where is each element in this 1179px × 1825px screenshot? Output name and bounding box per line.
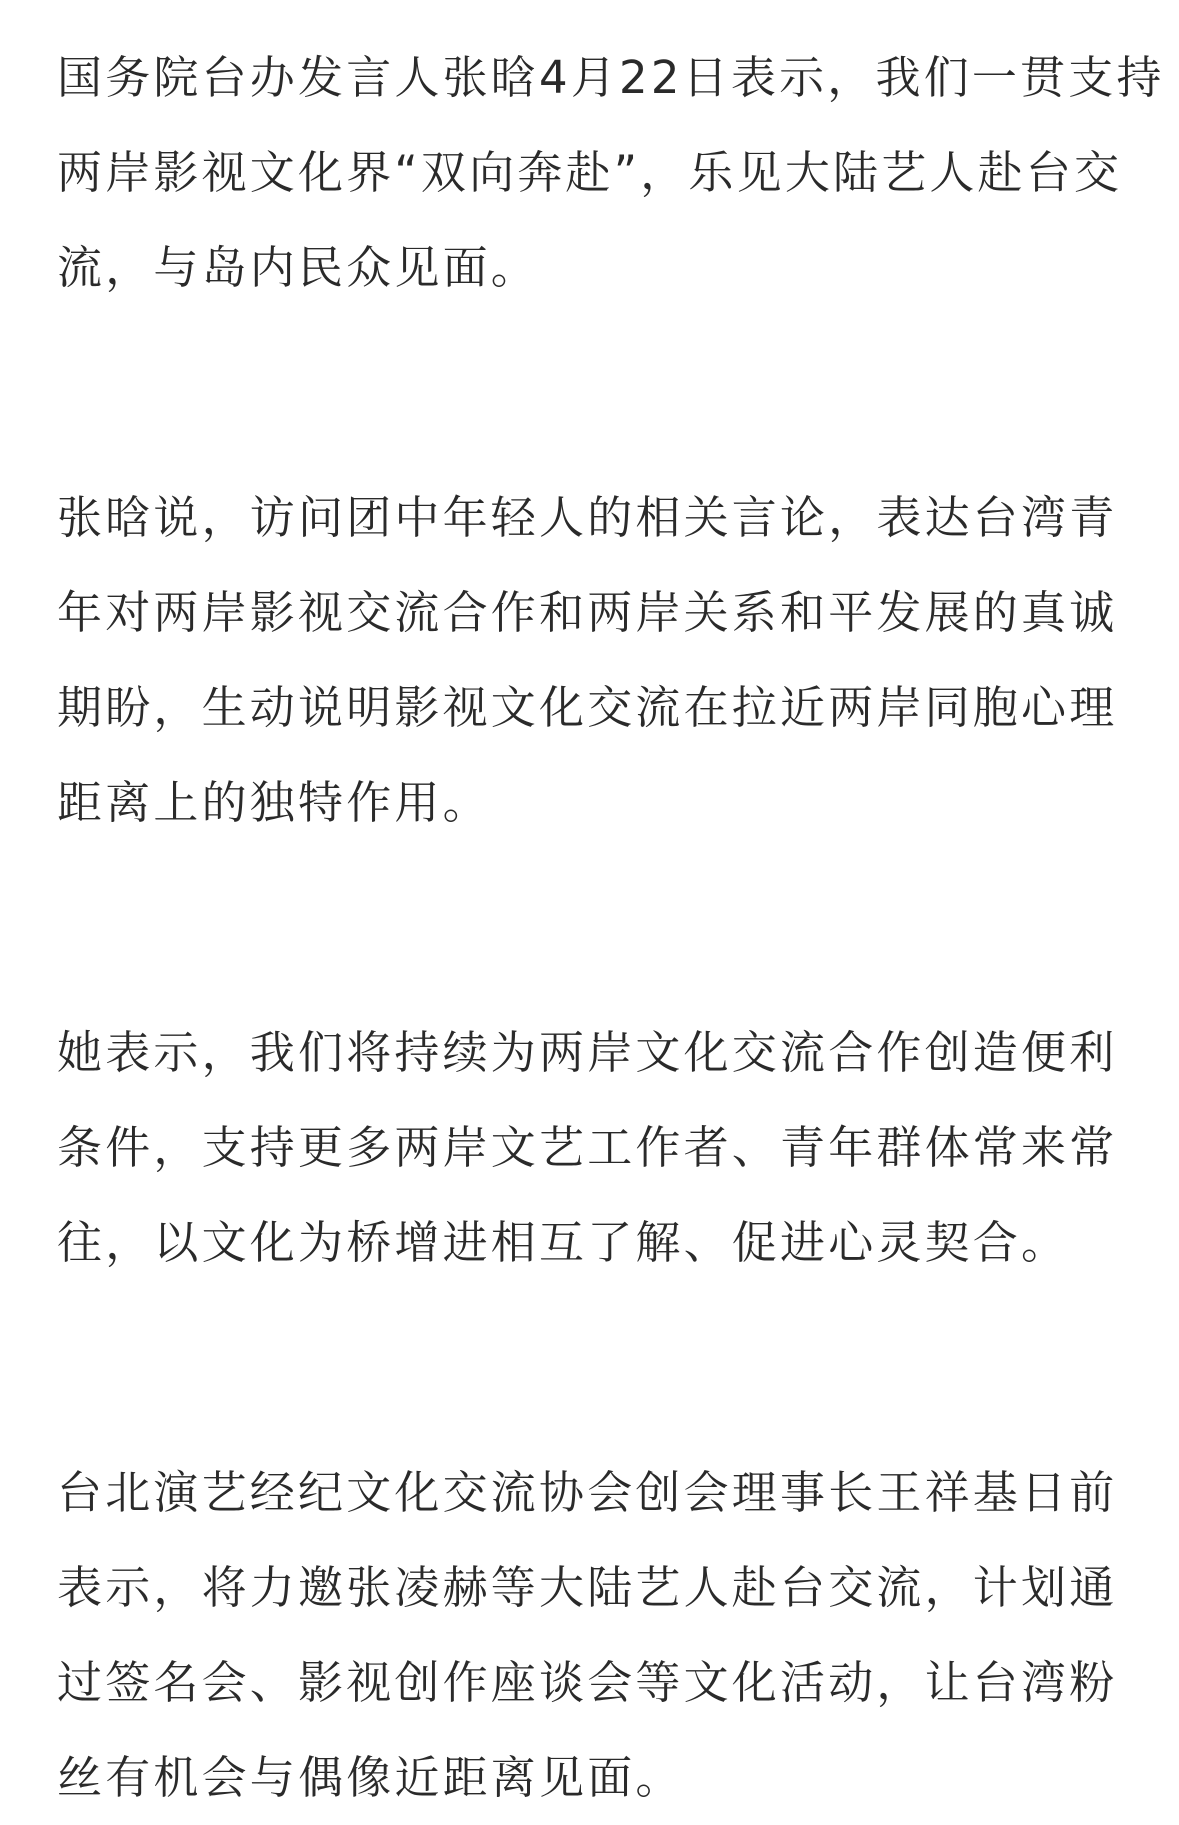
paragraph-spacer (57, 1290, 1122, 1445)
paragraph-spacer (57, 850, 1122, 1005)
paragraph-2 (57, 470, 1122, 850)
text-line: 表示，将力邀张凌赫等大陆艺人赴台交流，计划通 (57, 1561, 1118, 1614)
text-line: 往，以文化为桥增进相互了解、促进心灵契合。 (57, 1216, 1070, 1269)
text-line: 条件，支持更多两岸文艺工作者、青年群体常来常 (57, 1121, 1118, 1174)
text-line: 年对两岸影视交流合作和两岸关系和平发展的真诚 (57, 586, 1118, 639)
paragraph-4 (57, 1445, 1122, 1825)
article-body (57, 30, 1165, 1825)
text-line: 两岸影视文化界“双向奔赴”，乐见大陆艺人赴台交 (57, 146, 1123, 199)
text-line: 距离上的独特作用。 (57, 776, 491, 829)
text-line: 丝有机会与偶像近距离见面。 (57, 1751, 684, 1804)
text-line: 她表示，我们将持续为两岸文化交流合作创造便利 (57, 1026, 1118, 1079)
text-line: 过签名会、影视创作座谈会等文化活动，让台湾粉 (57, 1656, 1118, 1709)
paragraph-3 (57, 1005, 1122, 1290)
text-line: 期盼，生动说明影视文化交流在拉近两岸同胞心理 (57, 681, 1118, 734)
text-line: 国务院台办发言人张晗4月22日表示，我们一贯支持 (57, 51, 1165, 104)
text-line: 张晗说，访问团中年轻人的相关言论，表达台湾青 (57, 491, 1118, 544)
paragraph-spacer (57, 315, 1122, 470)
text-line: 台北演艺经纪文化交流协会创会理事长王祥基日前 (57, 1466, 1118, 1519)
text-line: 流，与岛内民众见面。 (57, 241, 540, 294)
paragraph-1 (57, 30, 1165, 315)
